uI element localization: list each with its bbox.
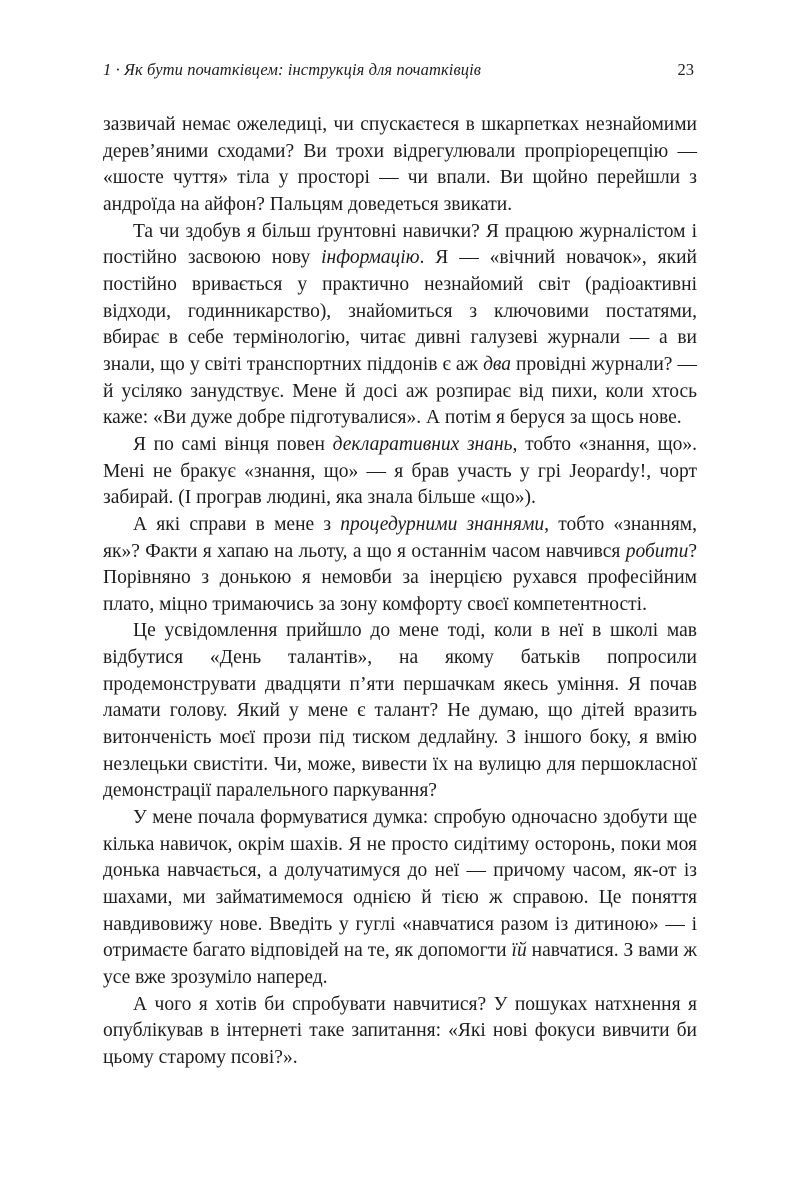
chapter-title: 1 · Як бути початківцем: інструкція для початківців [103,60,482,79]
body-text [103,112,697,1072]
running-head [103,60,694,80]
paragraph [103,112,697,219]
italic-text-segment: два [483,353,512,375]
italic-text-segment: їй [511,940,527,962]
text-segment: , тобто «знанням, як»? Факти я хапаю на льоту, а що я останнім часом навчився [103,513,697,562]
text-segment: навчатися. З вами ж усе вже зрозуміло наперед. [103,940,698,988]
italic-text-segment: інформацію [321,247,420,269]
text-segment: А чого я хотів би спробувати навчитися? У пошуках натхнення я опублікував в інтернеті таке запитання: «Які нові фокуси вивчити би цьому старому псові?». [103,993,697,1068]
paragraph [103,432,697,512]
italic-text-segment: декларативних знань [332,433,513,455]
paragraph [103,805,697,992]
page-number: 23 [677,60,694,79]
paragraph [103,618,697,805]
text-segment: ? Порівняно з донькою я немовби за інерцією рухався професійним плато, міцно тримаючись за зону комфорту своєї компетентності. [103,540,697,615]
italic-text-segment: робити [625,540,689,562]
text-segment: Це усвідомлення прийшло до мене тоді, коли в неї в школі мав відбутися «День талантів», на якому батьків попросили продемонструвати двадцяти п’яти першачкам якесь уміння. Я почав ламати голову. Який у мене є талант? Не думаю, що дітей вразить витонченість моєї прози під тиском дедлайну. З іншого боку, я вмію незлецьки свистіти. Чи, може, вивести їх на вулицю для першокласної демонстрації паралельного паркування? [103,620,697,802]
text-segment: Та чи здобув я більш ґрунтовні навички? Я працюю журналістом і постійно засвоюю нову [103,220,697,269]
text-segment: , тобто «знання, що». Мені не бракує «знання, що» — я брав участь у грі Jeopardy!, чорт забирай. (І програв людині, яка знала більше «що»). [103,433,697,509]
text-segment: А які справи в мене з [133,513,341,535]
italic-text-segment: процедурними знаннями [340,513,545,535]
text-segment: зазвичай немає ожеледиці, чи спускаєтеся в шкарпетках незнайомими дерев’яними сходами? Ви трохи відрегулювали пропріорецепцію — «шосте чуття» тіла у просторі — чи впали. Ви щойно перейшли з андроїда на айфон? Пальцям доведеться звикати. [103,114,697,215]
text-segment: Я по самі вінця повен [133,433,333,455]
paragraph [103,992,697,1072]
paragraph [103,219,697,432]
text-segment: . Я — «вічний новачок», який постійно вривається у практично незнайомий світ (радіоактивні відходи, годинникарство), знайомиться з ключовими постатями, вбирає в себе термінологію, читає дивні галузеві журнали — а ви знали, що у світі транспортних піддонів є аж [103,247,697,375]
text-segment: провідні журнали? — й усіляко занудствує. Мене й досі аж розпирає від пихи, коли хтось каже: «Ви дуже добре підготувалися». А потім я беруся за щось нове. [103,353,697,429]
text-segment: У мене почала формуватися думка: спробую одночасно здобути ще кілька навичок, окрім шахів. Я не просто сидітиму осторонь, поки моя донька навчається, а долучатимуся до неї — причому часом, як-от із шахами, ми займатимемося однією й тією ж справою. Це поняття навдивовижу нове. Введіть у гуглі «навчатися разом із дитиною» — і отримаєте багато відповідей на те, як допомогти [103,807,697,962]
paragraph [103,512,697,619]
